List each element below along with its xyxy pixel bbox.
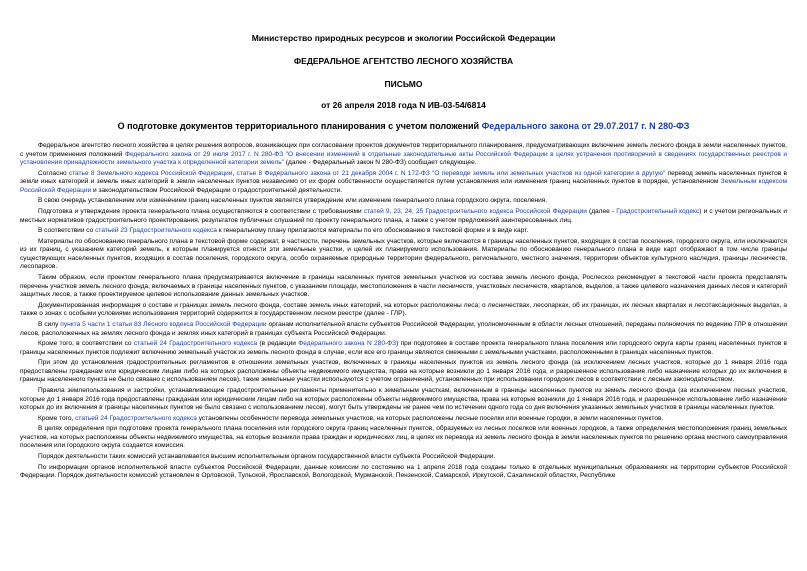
paragraph-2	[20, 170, 787, 196]
p2-link-law-172[interactable]: статье 8 Федерального закона от 21 декабря 2004 г. N 172-ФЗ "О переводе земель или земельных участков из одной категории в другую"	[236, 169, 666, 177]
paragraph-9	[20, 321, 787, 338]
p2-text-1: Согласно	[38, 169, 69, 177]
paragraph-12: Правила землепользования и застройки, устанавливающие градостроительные регламенты применительно к земельным участкам, включенным в границы населенных пунктов из земель лесного фонда (за исключением лесных участков, которые до 1 января 2016 года предоставлены гражданам или юридическим лицам либо на которых расположены объекты недвижимого имущества, права на которые возникли до 1 января 2016 года, и разрешенное использование либо назначение которых до их включения в границы населенных пунктов не было связано с использованием лесов), могут быть утверждены не ранее чем по истечении одного года со дня включения указанных земельных участков в границы населенных пунктов.	[20, 387, 787, 412]
p1-text-1: Федеральное агентство лесного хозяйства в целях решения вопросов, возникающих при согласовании проектов документов территориального планирования, предусматривающих включение земель лесного фонда в земли населенных пунктов, с учетом применения положений	[20, 142, 787, 158]
ministry-name: Министерство природных ресурсов и экологии Российской Федерации	[251, 33, 556, 43]
p10-text-3: ) при подготовке в составе проекта генерального плана поселения или городского округа карты границ населенных пунктов в границы населенных пунктов подлежит включению земельный участок из земель лесного фонда в случае, если все его границы являются смежными с земельными участками, расположенными в границах населенных пунктов.	[20, 340, 787, 356]
document-title	[20, 121, 787, 132]
p13-text-1: Кроме того,	[38, 414, 76, 422]
p4-text-1: Подготовка и утверждение проекта генерального плана осуществляются в соответствии с требованиями	[38, 208, 364, 216]
paragraph-6: Материалы по обоснованию генерального плана в текстовой форме содержат, в частности, перечень земельных участков, которые включаются в границы населенных пунктов, входящих в состав поселения, городского округа, или исключаются из их границ, с указанием категорий земель, к которым планируется отнести эти земельные участки, и целей их планируемого использования. Материалы по обоснованию генерального плана в виде карт отображают в том числе границы существующих населенных пунктов, входящих в состав поселения, городского округа, особо охраняемые природные территории федерального, регионального, местного значения, территории объектов культурного наследия, границы лесничеств, лесопарков.	[20, 237, 787, 271]
document-body	[20, 142, 787, 481]
paragraph-4	[20, 208, 787, 225]
paragraph-3: В свою очередь установлением или изменением границ населенных пунктов является утверждение или изменение генерального плана городского округа, поселения.	[38, 197, 548, 205]
p10-text-2: (в редакции	[257, 340, 299, 348]
paragraph-15: Порядок деятельности таких комиссий устанавливается высшим исполнительным органом государственной власти субъекта Российской Федерации.	[38, 453, 496, 461]
p13-text-2: установлены особенности перевода земельных участков, на которых расположены лесные поселки или военные городки, в земли населенных пунктов.	[196, 414, 664, 422]
p9-link-forest-code[interactable]: пункта 5 части 1 статьи 83 Лесного кодекса Российской Федерации	[60, 321, 267, 328]
agency-name: ФЕДЕРАЛЬНОЕ АГЕНТСТВО ЛЕСНОГО ХОЗЯЙСТВА	[293, 56, 514, 66]
paragraph-16: По информации органов исполнительной власти субъектов Российской Федерации, данные комиссии по состоянию на 1 апреля 2018 года созданы только в отдельных муниципальных образованиях на территории субъектов Российской Федерации. Порядок деятельности комиссий установлен в Орловской, Тульской, Ярославской, Вологодской, Мурманской, Пензенской, Самарской, Иркутской, Сахалинской областях, Республике	[20, 463, 787, 480]
p9-text-2: органам исполнительной власти субъектов Российской Федерации, уполномоченным в области лесных отношений, переданы полномочия по ведению ГЛР в отношении лесов, расположенных на землях лесного фонда и землях иных категорий в границах субъекта Российской Федерации.	[20, 321, 788, 337]
p10-link-law-280[interactable]: Федерального закона N 280-ФЗ	[298, 340, 397, 348]
p4-text-2: (далее -	[586, 208, 617, 216]
paragraph-13	[20, 415, 787, 424]
paragraph-8: Документированная информация о составе и границах земель лесного фонда, составе земель иных категорий, на которых расположены леса; о лесничествах, лесопарках, об их границах, их лесных кварталах и лесотаксационных выделах, а также о зонах с особыми условиями использования территорий содержится в государственном лесном реестре (далее - ГЛР).	[20, 301, 787, 318]
paragraph-11: При этом до установления градостроительных регламентов в отношении земельных участков, включенных в границы населенных пунктов из земель лесного фонда (за исключением лесных участков, которые до 1 января 2016 года предоставлены гражданам или юридическим лицам либо на которых расположены объекты недвижимого имущества, права на которые возникли до 1 января 2016 года, и разрешенное использование либо назначение которых до их включения в границы населенного пункта не было связано с использованием лесов), такие земельные участки используются с учетом ограничений, установленных при использовании городских лесов в соответствии с лесным законодательством.	[20, 359, 787, 384]
p2-text-3: перевод земель населенных пунктов в земли иных категорий и земель иных категорий в земли населенных пунктов независимо от их форм собственности осуществляется путем установления или изменения границ населенных пунктов в порядке, установленном	[20, 169, 787, 186]
p5-link-article-23[interactable]: статьей 23 Градостроительного кодекса	[95, 227, 217, 235]
document-type: ПИСЬМО	[384, 79, 423, 89]
p9-text-1: В силу	[38, 321, 61, 328]
p2-text-2: ,	[232, 169, 237, 177]
paragraph-14: В целях определения при подготовке проекта генерального плана поселения или городского округа границ населенных пунктов, образуемых из лесных поселков или военных городков, а также определения местоположения границ земельных участков, на которых расположены объекты недвижимого имущества, на которые возникли права граждан и юридических лиц, в целях их перевода из земель лесного фонда в земли населенных пунктов по решению органа местного самоуправления поселения или городского округа создается комиссия.	[20, 425, 787, 450]
p2-link-land-code[interactable]: статье 8 Земельного кодекса Российской Федерации	[68, 169, 233, 177]
p5-text-2: к генеральному плану прилагаются материалы по его обоснованию в текстовой форме и в виде карт.	[216, 227, 529, 235]
p1-text-2: (далее - Федеральный закон N 280-ФЗ) сообщает следующее.	[284, 159, 477, 166]
p2-link-land-codex[interactable]: Земельным кодексом Российской Федерации	[20, 178, 787, 194]
p10-link-article-24[interactable]: статьей 24 Градостроительного кодекса	[133, 340, 258, 348]
paragraph-1	[20, 142, 787, 168]
p4-link-articles[interactable]: статей 9, 23, 24, 25 Градостроительного кодекса Российской Федерации	[363, 208, 587, 216]
paragraph-10	[20, 340, 787, 357]
document-date: от 26 апреля 2018 года N ИВ-03-54/6814	[321, 100, 486, 110]
title-text: О подготовке документов территориального планирования с учетом положений	[117, 121, 482, 131]
paragraph-7: Таким образом, если проектом генерального плана предусматривается включение в границы населенных пунктов земельных участков из состава земель лесного фонда, Рослесхоз рекомендует в текстовой части проекта представлять перечень участков земель лесного фонда, включаемых в границы населенных пунктов, с указанием площади, местоположения в части лесничеств, участковых лесничеств, кварталов, выделов, а также целевого назначения данных лесов и категорий защитных лесов, а также проектируемое целевое использование данных земельных участков.	[20, 274, 787, 299]
p10-text-1: Кроме того, в соответствии со	[38, 340, 134, 348]
paragraph-5	[20, 227, 787, 236]
p1-link-law-280[interactable]: Федерального закона от 29 июля 2017 г. N 280-ФЗ "О внесении изменений в отдельные законодательные акты Российской Федерации в целях устранения противоречий в сведениях государственных реестров и установления принадлежности земельного участка к определенной категории земель"	[20, 150, 787, 166]
title-law-link[interactable]: Федерального закона от 29.07.2017 г. N 280-ФЗ	[481, 121, 690, 131]
p5-text-1: В соответствии со	[38, 227, 96, 235]
p13-link-article-24[interactable]: статьей 24 Градостроительного кодекса	[75, 414, 197, 422]
p4-text-3: ) и с учетом региональных и местных нормативов градостроительного проектирования, результатов публичных слушаний по проекту генерального плана, а также с учетом предложений заинтересованных лиц.	[20, 208, 787, 224]
p2-text-4: и законодательством Российской Федерации о градостроительной деятельности.	[91, 186, 343, 194]
p4-link-urban-code[interactable]: Градостроительный кодекс	[616, 208, 700, 216]
